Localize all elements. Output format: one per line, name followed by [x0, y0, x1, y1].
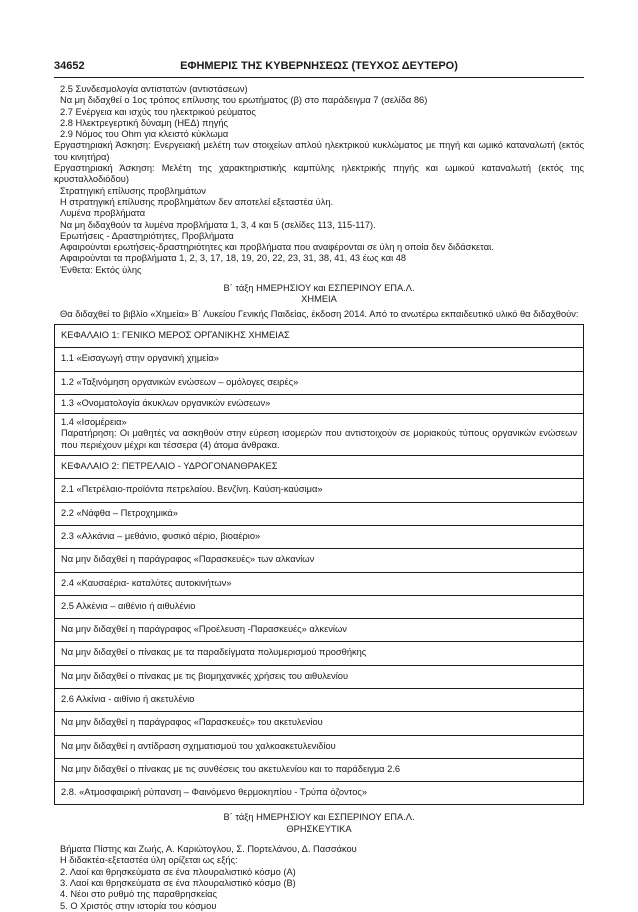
list-item: Να μη διδαχθεί ο 1ος τρόπος επίλυσης του ερωτήματος (β) στο παράδειγμα 7 (σελίδα 86) — [60, 95, 428, 106]
list-item: Αφαιρούνται τα προβλήματα 1, 2, 3, 17, 18, 19, 20, 22, 23, 31, 38, 41, 43 έως και 48 — [60, 253, 407, 264]
physics-syllabus-list — [54, 84, 584, 276]
list-item: 2.5 Συνδεσμολογία αντιστατών (αντιστάσεων) — [60, 84, 248, 94]
section-class-line: Β΄ τάξη ΗΜΕΡΗΣΙΟΥ και ΕΣΠΕΡΙΝΟΥ ΕΠΑ.Λ. — [223, 812, 415, 823]
section-subject-line: ΧΗΜΕΙΑ — [301, 294, 337, 305]
table-row: 2.3 «Αλκάνια – μεθάνιο, φυσικό αέριο, βιοαέριο» — [55, 526, 583, 549]
list-item: 2. Λαοί και θρησκεύματα σε ένα πλουραλιστικό κόσμο (Α) — [60, 866, 296, 877]
table-row: Να μην διδαχθεί η παράγραφος «Παρασκευές» του ακετυλενίου — [55, 712, 583, 735]
table-row: Να μην διδαχθεί ο πίνακας με τα παραδείγματα πολυμερισμού προσθήκης — [55, 642, 583, 665]
list-item: Εργαστηριακή Άσκηση: Μελέτη της χαρακτηριστικής καμπύλης ηλεκτρικής πηγής και ωμικού καταναλωτή (εκτός της κρυσταλλοδιόδου) — [54, 163, 584, 185]
table-row: 1.3 «Ονοματολογία άκυκλων οργανικών ενώσεων» — [55, 395, 583, 414]
table-row: 2.8. «Ατμοσφαιρική ρύπανση – Φαινόμενο θερμοκηπίου - Τρύπα όζοντος» — [55, 782, 583, 805]
table-row-heading: 1.4 «Ισομέρεια» — [61, 417, 127, 428]
list-item: 2.9 Νόμος του Ohm για κλειστό κύκλωμα — [60, 129, 229, 140]
table-row: ΚΕΦΑΛΑΙΟ 1: ΓΕΝΙΚΟ ΜΕΡΟΣ ΟΡΓΑΝΙΚΗΣ ΧΗΜΕΙΑΣ — [55, 325, 583, 348]
religion-section-title — [54, 812, 584, 835]
table-row: 1.1 «Εισαγωγή στην οργανική χημεία» — [55, 348, 583, 371]
table-row: 2.5 Αλκένια – αιθένιο ή αιθυλένιο — [55, 596, 583, 619]
chemistry-section-title — [54, 283, 584, 306]
section-class-line: Β΄ τάξη ΗΜΕΡΗΣΙΟΥ και ΕΣΠΕΡΙΝΟΥ ΕΠΑ.Λ. — [223, 283, 415, 294]
header-rule — [54, 77, 584, 78]
table-row: Να μην διδαχθεί ο πίνακας με τις συνθέσεις του ακετυλενίου και το παράδειγμα 2.6 — [55, 759, 583, 782]
page-number: 34652 — [54, 60, 85, 72]
list-item: Βήματα Πίστης και Ζωής, Α. Καριώτογλου, Σ. Πορτελάνου, Δ. Πασσάκου — [60, 844, 357, 855]
table-row: 2.2 «Νάφθα – Πετροχημικά» — [55, 503, 583, 526]
page-header — [54, 60, 584, 76]
list-item: Στρατηγική επίλυσης προβλημάτων — [60, 185, 206, 196]
chemistry-syllabus-table — [54, 324, 584, 806]
gazette-title: ΕΦΗΜΕΡΙΣ ΤΗΣ ΚΥΒΕΡΝΗΣΕΩΣ (ΤΕΥΧΟΣ ΔΕΥΤΕΡΟ) — [180, 60, 458, 72]
table-row-isomeria — [55, 414, 583, 456]
table-row: 2.4 «Καυσαέρια- καταλύτες αυτοκινήτων» — [55, 573, 583, 596]
table-row: 1.2 «Ταξινόμηση οργανικών ενώσεων – ομόλογες σειρές» — [55, 372, 583, 395]
list-item: Αφαιρούνται ερωτήσεις-δραστηριότητες και προβλήματα που αναφέρονται σε ύλη η οποία δεν διδάσκεται. — [60, 242, 494, 253]
list-item: 3. Λαοί και θρησκεύματα σε ένα πλουραλιστικό κόσμο (Β) — [60, 877, 296, 888]
list-item: 2.7 Ενέργεια και ισχύς του ηλεκτρικού ρεύματος — [60, 106, 256, 117]
page-content — [54, 84, 584, 912]
section-subject-line: ΘΡΗΣΚΕΥΤΙΚΑ — [286, 823, 352, 834]
isomeria-note: Παρατήρηση: Οι μαθητές να ασκηθούν στην εύρεση ισομερών που αντιστοιχούν σε μοριακούς τύπους οργανικών ενώσεων που περιέχουν μέχρι και τέσσερα (4) άτομα άνθρακα. — [61, 428, 577, 450]
list-item: Η διδακτέα-εξεταστέα ύλη ορίζεται ως εξής: — [60, 855, 238, 866]
table-row: ΚΕΦΑΛΑΙΟ 2: ΠΕΤΡΕΛΑΙΟ - ΥΔΡΟΓΟΝΑΝΘΡΑΚΕΣ — [55, 456, 583, 479]
table-row: Να μην διδαχθεί η αντίδραση σχηματισμού του χαλκοακετυλενιδίου — [55, 736, 583, 759]
list-item: Να μη διδαχθούν τα λυμένα προβλήματα 1, 3, 4 και 5 (σελίδες 113, 115-117). — [60, 219, 376, 230]
list-item: Η στρατηγική επίλυσης προβλημάτων δεν αποτελεί εξεταστέα ύλη. — [60, 196, 334, 207]
table-row: 2.6 Αλκίνια - αιθίνιο ή ακετυλένιο — [55, 689, 583, 712]
table-row: Να μην διδαχθεί η παράγραφος «Προέλευση -Παρασκευές» αλκενίων — [55, 619, 583, 642]
list-item: Εργαστηριακή Άσκηση: Ενεργειακή μελέτη των στοιχείων απλού ηλεκτρικού κυκλώματος με πηγή και ωμικό καταναλωτή (εκτός του κινητήρα) — [54, 140, 584, 162]
list-item: 5. Ο Χριστός στην ιστορία του κόσμου — [60, 900, 217, 911]
religion-syllabus-list — [54, 844, 584, 912]
list-item: 2.8 Ηλεκτρεγερτική δύναμη (ΗΕΔ) πηγής — [60, 117, 229, 128]
table-row: 2.1 «Πετρέλαιο-προϊόντα πετρελαίου. Βενζίνη. Καύση-καύσιμα» — [55, 479, 583, 502]
list-item: 4. Νέοι στο ρυθμό της παραθρησκείας — [60, 889, 218, 900]
table-row: Να μην διδαχθεί ο πίνακας με τις βιομηχανικές χρήσεις του αιθυλενίου — [55, 666, 583, 689]
chemistry-intro: Θα διδαχθεί το βιβλίο «Χημεία» Β΄ Λυκείου Γενικής Παιδείας, έκδοση 2014. Από το ανωτέρω εκπαιδευτικό υλικό θα διδαχθούν: — [60, 308, 579, 319]
list-item: Ένθετα: Εκτός ύλης — [60, 264, 142, 275]
list-item: Ερωτήσεις - Δραστηριότητες, Προβλήματα — [60, 230, 234, 241]
table-row: Να μην διδαχθεί η παράγραφος «Παρασκευές» των αλκανίων — [55, 549, 583, 572]
list-item: Λυμένα προβλήματα — [60, 208, 146, 219]
